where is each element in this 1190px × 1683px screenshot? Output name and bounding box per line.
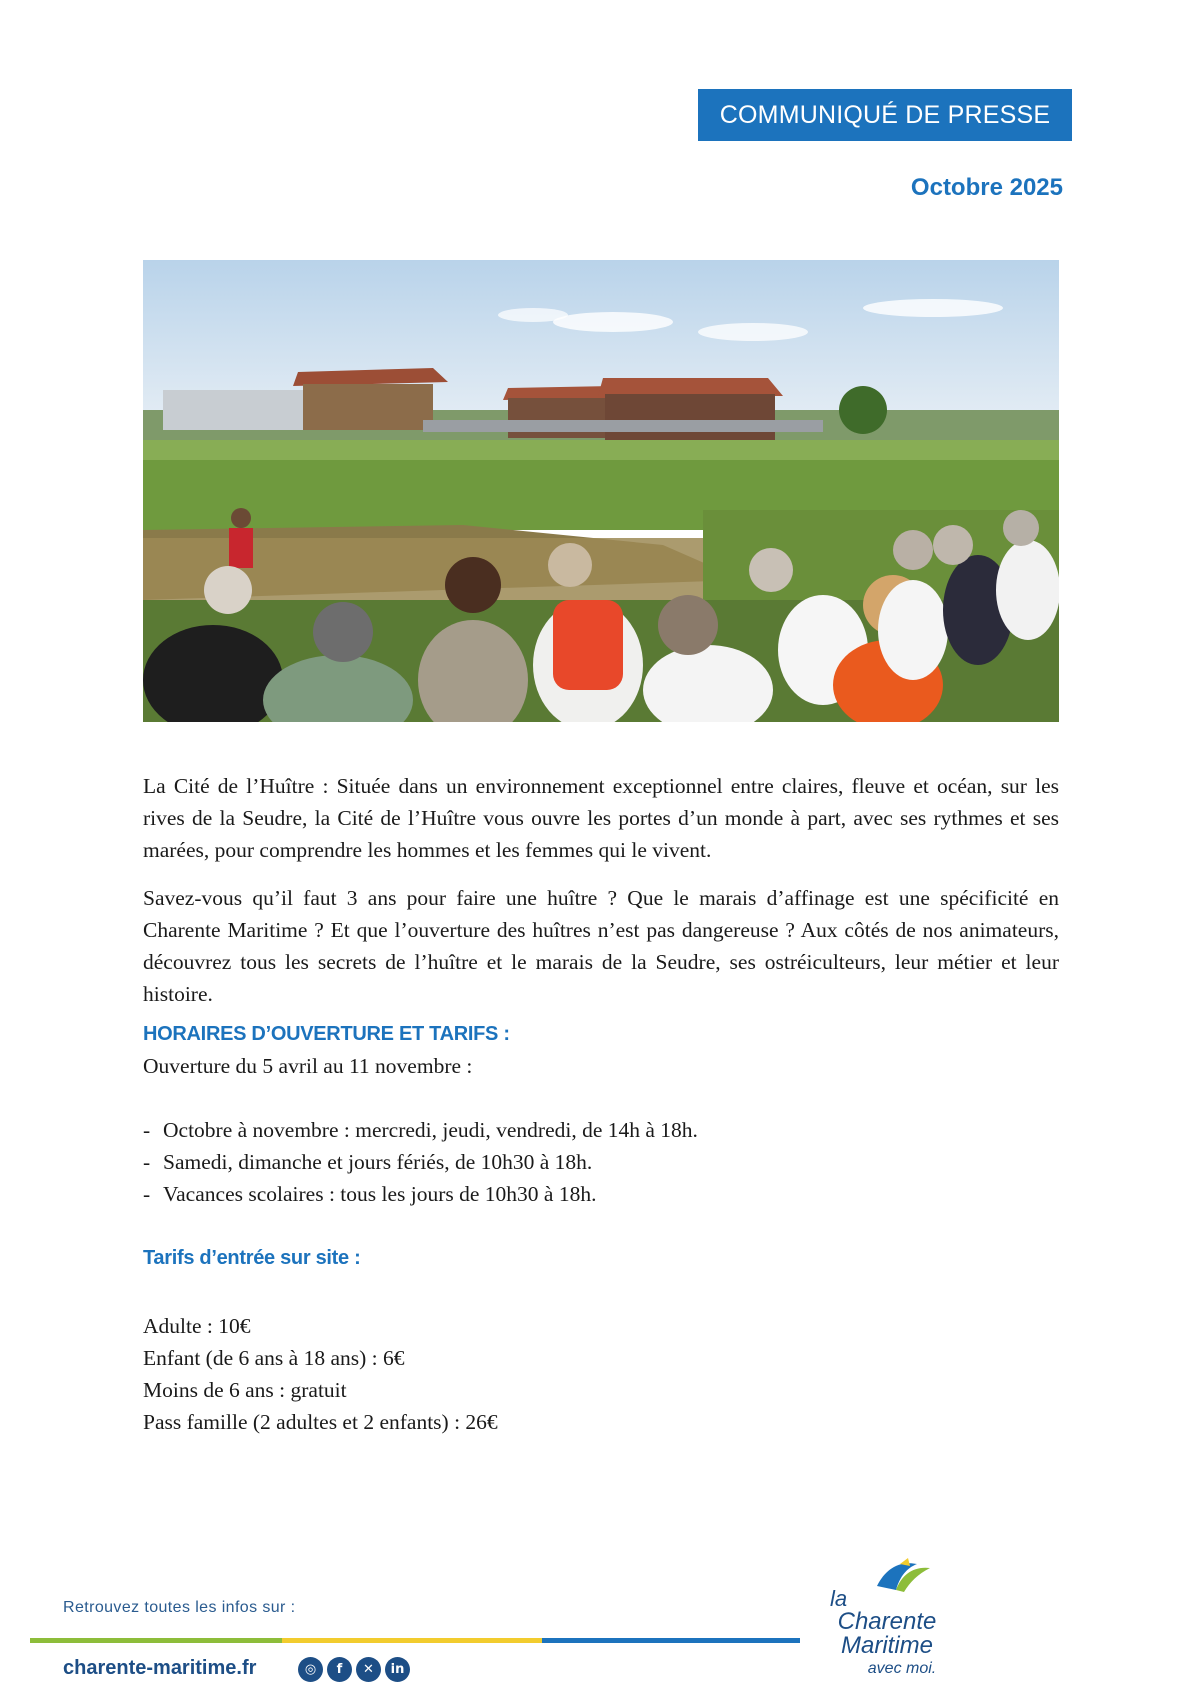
hours-heading: HORAIRES D’OUVERTURE ET TARIFS : bbox=[143, 1023, 510, 1045]
opening-period: Ouverture du 5 avril au 11 novembre : bbox=[143, 1054, 473, 1078]
press-release-badge: COMMUNIQUÉ DE PRESSE bbox=[698, 89, 1072, 141]
logo-line-maritime: Maritime bbox=[840, 1632, 933, 1659]
list-item: - Octobre à novembre : mercredi, jeudi, vendredi, de 14h à 18h. bbox=[143, 1114, 1059, 1146]
list-item: - Vacances scolaires : tous les jours de 10h30 à 18h. bbox=[143, 1178, 1059, 1210]
list-item: - Samedi, dimanche et jours fériés, de 10h30 à 18h. bbox=[143, 1146, 1059, 1178]
details-paragraph: Savez-vous qu’il faut 3 ans pour faire une huître ? Que le marais d’affinage est une spécificité en Charente Maritime ? Et que l’ouverture des huîtres n’est pas dangereuse ? Aux côtés de nos animateurs, découvrez tous les secrets de l’huître et le marais de la Seudre, ses ostréiculteurs, leur métier et leur histoire. bbox=[143, 886, 1059, 1006]
stripe-blue bbox=[542, 1638, 800, 1643]
tariffs-heading: Tarifs d’entrée sur site : bbox=[143, 1247, 361, 1269]
instagram-icon[interactable]: ◎ bbox=[298, 1657, 323, 1682]
charente-maritime-logo bbox=[822, 1556, 962, 1676]
social-links bbox=[298, 1657, 410, 1682]
hero-photo bbox=[143, 260, 1059, 722]
website-link[interactable]: charente-maritime.fr bbox=[63, 1657, 257, 1679]
stripe-yellow bbox=[282, 1638, 542, 1643]
footer-label: Retrouvez toutes les infos sur : bbox=[63, 1599, 296, 1616]
linkedin-icon[interactable]: in bbox=[385, 1657, 410, 1682]
tariff-family-pass: Pass famille (2 adultes et 2 enfants) : 26€ bbox=[143, 1410, 498, 1434]
logo-tagline: avec moi. bbox=[867, 1660, 937, 1677]
schedule-list bbox=[143, 1114, 1059, 1210]
x-icon[interactable]: ✕ bbox=[356, 1657, 381, 1682]
tariff-adult: Adulte : 10€ bbox=[143, 1314, 251, 1338]
facebook-icon[interactable]: f bbox=[327, 1657, 352, 1682]
tariff-under-six: Moins de 6 ans : gratuit bbox=[143, 1378, 347, 1402]
tariff-child: Enfant (de 6 ans à 18 ans) : 6€ bbox=[143, 1346, 405, 1370]
intro-paragraph: La Cité de l’Huître : Située dans un environnement exceptionnel entre claires, fleuve et océan, sur les rives de la Seudre, la Cité de l’Huître vous ouvre les portes d’un monde à part, avec ses rythmes et ses marées, pour comprendre les hommes et les femmes qui le vivent. bbox=[143, 774, 1059, 862]
release-date: Octobre 2025 bbox=[910, 174, 1063, 201]
stripe-green bbox=[30, 1638, 282, 1643]
logo-line-la: la bbox=[830, 1586, 848, 1611]
article-body bbox=[143, 770, 1059, 1438]
logo-line-charente: Charente bbox=[837, 1608, 937, 1635]
